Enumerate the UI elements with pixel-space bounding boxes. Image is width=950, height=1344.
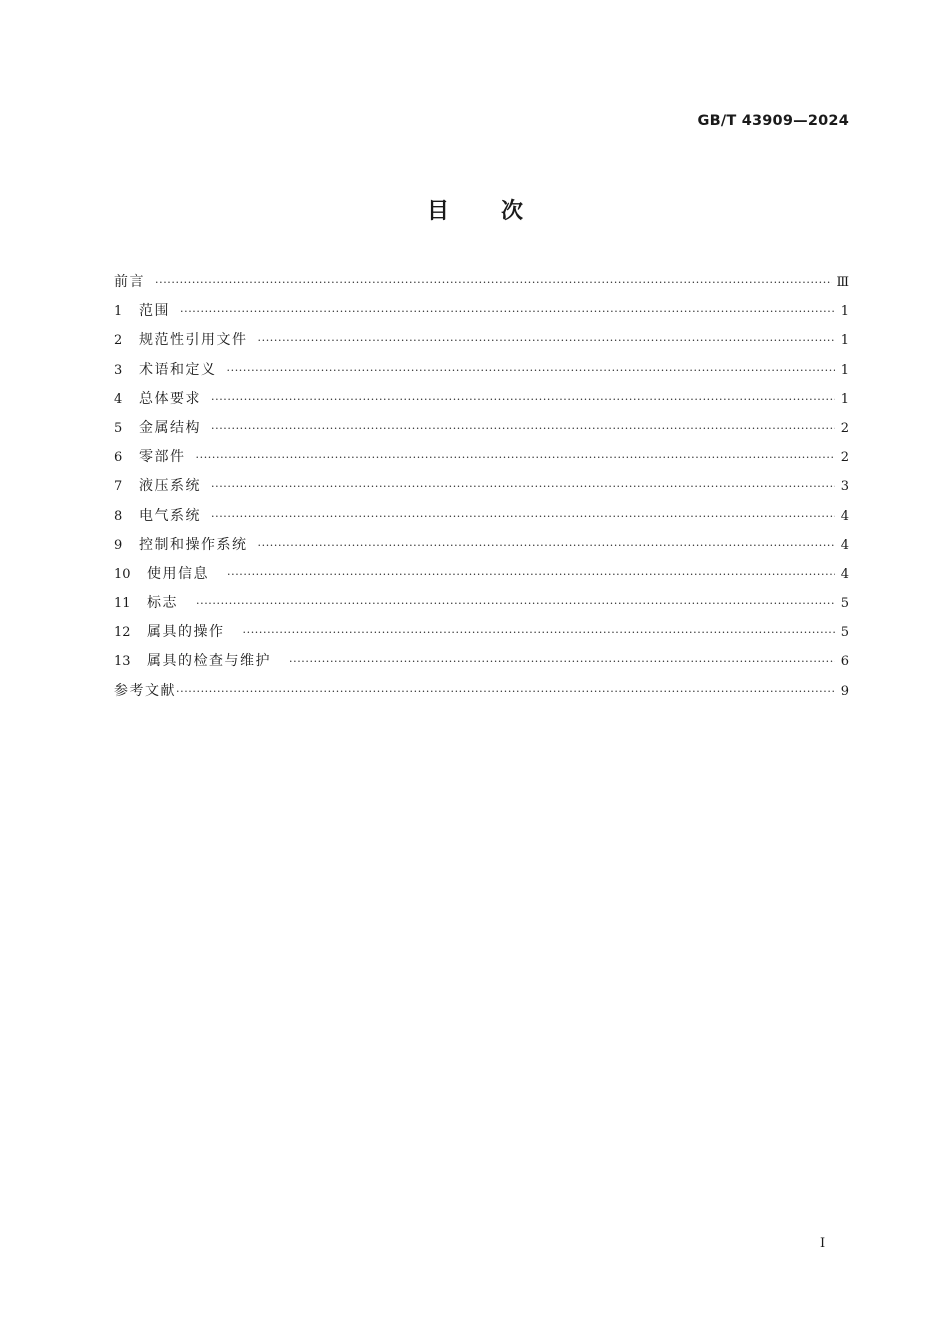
- toc-entry-label: 使用信息: [147, 565, 209, 582]
- toc-entry-page: 1: [840, 391, 849, 407]
- toc-leader-dots: [258, 326, 836, 355]
- toc-entry-page: 4: [840, 537, 849, 553]
- toc-entry-7[interactable]: [114, 472, 849, 501]
- toc-entry-page: 5: [840, 596, 849, 612]
- page-number: I: [820, 1236, 826, 1251]
- toc-entry-page: 2: [840, 420, 849, 436]
- toc-entry-label: 属具的检查与维护: [147, 653, 271, 670]
- toc-entry-number: 10: [114, 566, 131, 582]
- toc-entry-10[interactable]: [114, 560, 849, 589]
- toc-entry-label: 液压系统: [139, 478, 201, 495]
- toc-entry-number: 4: [114, 391, 123, 407]
- toc-entry-page: 5: [840, 625, 849, 641]
- toc-entry-number: 1: [114, 304, 123, 320]
- toc-entry-6[interactable]: [114, 443, 849, 472]
- toc-leader-dots: [196, 443, 836, 472]
- toc-entry-page: 3: [840, 479, 849, 495]
- toc-entry-8[interactable]: [114, 502, 849, 531]
- toc-leader-dots: [289, 647, 835, 676]
- toc-leader-dots: [180, 297, 835, 326]
- toc-entry-page: 4: [840, 566, 849, 582]
- toc-leader-dots: [155, 268, 832, 297]
- toc-leader-dots: [196, 589, 835, 618]
- toc-entry-9[interactable]: [114, 531, 849, 560]
- toc-entry-1[interactable]: [114, 297, 849, 326]
- toc-leader-dots: [211, 414, 835, 443]
- toc-entry-label: 前言: [114, 274, 145, 290]
- toc-entry-3[interactable]: [114, 356, 849, 385]
- toc-entry-label: 参考文献: [114, 682, 176, 699]
- toc-entry-number: 8: [114, 508, 123, 524]
- toc-entry-number: 13: [114, 654, 131, 670]
- table-of-contents: [114, 268, 849, 706]
- toc-entry-foreword[interactable]: [114, 268, 849, 297]
- toc-leader-dots: [211, 502, 835, 531]
- toc-entry-number: 3: [114, 362, 123, 378]
- toc-entry-number: 11: [114, 596, 131, 612]
- toc-entry-label: 金属结构: [139, 419, 201, 436]
- toc-leader-dots: [227, 560, 835, 589]
- toc-entry-page: 4: [840, 508, 849, 524]
- toc-leader-dots: [211, 385, 835, 414]
- toc-leader-dots: [258, 531, 836, 560]
- page-title: 目次: [426, 199, 575, 224]
- toc-entry-label: 规范性引用文件: [139, 332, 248, 349]
- toc-leader-dots: [211, 472, 835, 501]
- toc-entry-12[interactable]: [114, 618, 849, 647]
- toc-entry-page: 6: [840, 654, 849, 670]
- toc-entry-number: 5: [114, 420, 123, 436]
- toc-entry-11[interactable]: [114, 589, 849, 618]
- toc-entry-number: 6: [114, 450, 123, 466]
- toc-entry-page: 1: [840, 304, 849, 320]
- toc-entry-4[interactable]: [114, 385, 849, 414]
- toc-entry-2[interactable]: [114, 326, 849, 355]
- toc-entry-number: 2: [114, 333, 123, 349]
- toc-leader-dots: [176, 677, 835, 706]
- toc-leader-dots: [227, 356, 836, 385]
- toc-leader-dots: [243, 618, 836, 647]
- toc-entry-bibliography[interactable]: [114, 677, 849, 706]
- toc-entry-page: 2: [840, 450, 849, 466]
- toc-entry-page: 1: [840, 333, 849, 349]
- toc-entry-label: 总体要求: [139, 390, 201, 407]
- toc-entry-13[interactable]: [114, 647, 849, 676]
- toc-entry-number: 12: [114, 625, 131, 641]
- toc-entry-label: 术语和定义: [139, 361, 217, 378]
- toc-entry-label: 电气系统: [139, 507, 201, 524]
- toc-entry-number: 7: [114, 479, 123, 495]
- standard-code: GB/T 43909—2024: [697, 113, 849, 129]
- toc-entry-page: 9: [840, 683, 849, 699]
- toc-entry-label: 控制和操作系统: [139, 536, 248, 553]
- toc-entry-number: 9: [114, 537, 123, 553]
- toc-entry-5[interactable]: [114, 414, 849, 443]
- toc-entry-label: 范围: [139, 303, 170, 320]
- toc-entry-label: 属具的操作: [147, 624, 225, 641]
- toc-entry-page: 1: [840, 362, 849, 378]
- toc-entry-label: 标志: [147, 595, 178, 612]
- toc-entry-page: Ⅲ: [836, 275, 849, 290]
- toc-entry-label: 零部件: [139, 449, 186, 466]
